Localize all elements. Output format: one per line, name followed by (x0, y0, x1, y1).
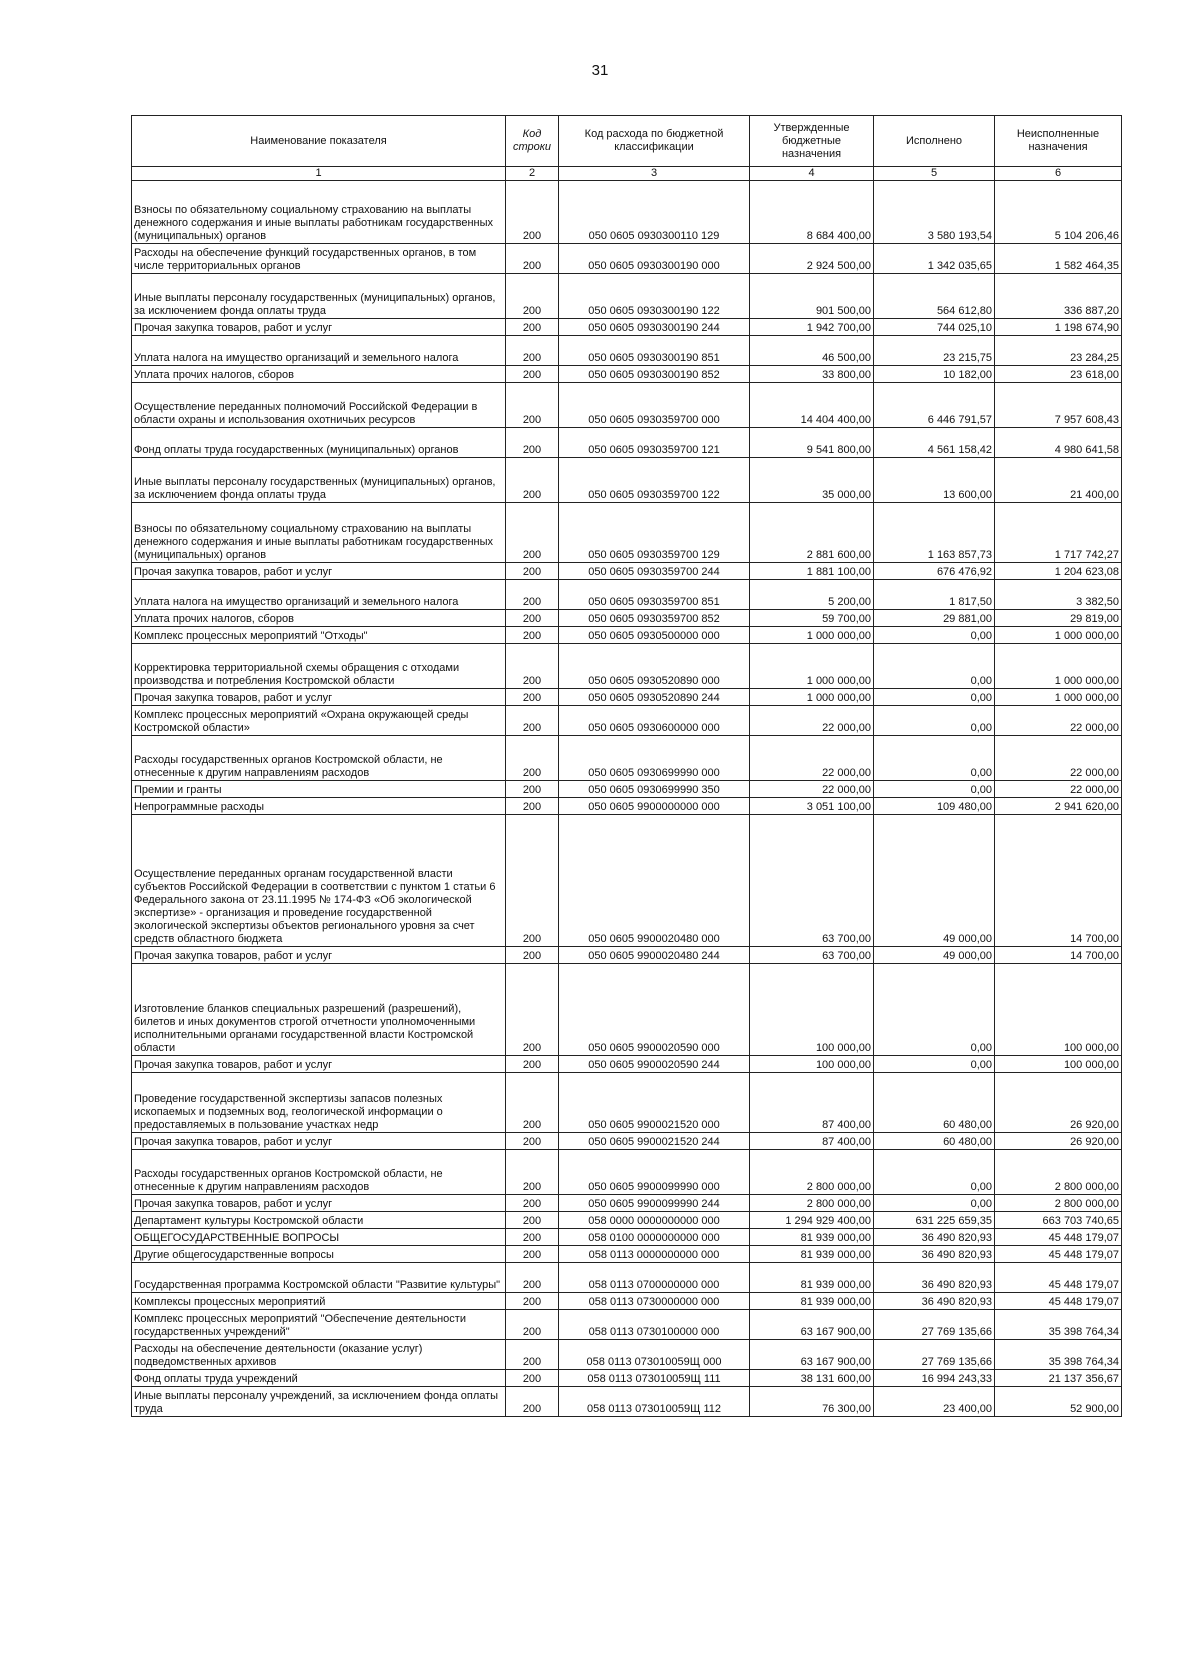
budget-code: 050 0605 0930300190 852 (559, 366, 750, 383)
unexecuted-amount: 29 819,00 (995, 610, 1122, 627)
approved-amount: 1 000 000,00 (750, 644, 874, 689)
executed-amount: 564 612,80 (874, 274, 995, 319)
row-name: Прочая закупка товаров, работ и услуг (132, 319, 506, 336)
executed-amount: 0,00 (874, 689, 995, 706)
executed-amount: 29 881,00 (874, 610, 995, 627)
column-number: 3 (559, 167, 750, 181)
table-row (132, 689, 1122, 706)
approved-amount: 1 000 000,00 (750, 627, 874, 644)
row-code: 200 (506, 798, 559, 815)
executed-amount: 1 817,50 (874, 580, 995, 610)
unexecuted-amount: 26 920,00 (995, 1133, 1122, 1150)
approved-amount: 81 939 000,00 (750, 1293, 874, 1310)
executed-amount: 0,00 (874, 964, 995, 1056)
unexecuted-amount: 1 198 674,90 (995, 319, 1122, 336)
row-name: Иные выплаты персоналу учреждений, за исключением фонда оплаты труда (132, 1387, 506, 1417)
column-number-row (132, 167, 1122, 181)
budget-code: 050 0605 9900020480 000 (559, 815, 750, 947)
budget-code: 050 0605 0930300190 122 (559, 274, 750, 319)
row-code: 200 (506, 458, 559, 503)
unexecuted-amount: 23 618,00 (995, 366, 1122, 383)
column-number: 1 (132, 167, 506, 181)
executed-amount: 36 490 820,93 (874, 1293, 995, 1310)
budget-code: 058 0000 0000000000 000 (559, 1212, 750, 1229)
row-code: 200 (506, 1150, 559, 1195)
table-row (132, 1310, 1122, 1340)
budget-code: 050 0605 0930359700 129 (559, 503, 750, 563)
budget-code: 058 0113 073010059Щ 000 (559, 1340, 750, 1370)
executed-amount: 27 769 135,66 (874, 1310, 995, 1340)
table-row (132, 563, 1122, 580)
table-row (132, 181, 1122, 244)
unexecuted-amount: 14 700,00 (995, 815, 1122, 947)
budget-report-table (131, 115, 1122, 1417)
row-code: 200 (506, 964, 559, 1056)
row-name: Проведение государственной экспертизы запасов полезных ископаемых и подземных вод, геологической информации о предоставляемых в пользование участках недр (132, 1073, 506, 1133)
executed-amount: 10 182,00 (874, 366, 995, 383)
budget-code: 050 0605 9900020590 000 (559, 964, 750, 1056)
row-name: Другие общегосударственные вопросы (132, 1246, 506, 1263)
unexecuted-amount: 35 398 764,34 (995, 1340, 1122, 1370)
table-row (132, 1293, 1122, 1310)
row-code: 200 (506, 610, 559, 627)
unexecuted-amount: 23 284,25 (995, 336, 1122, 366)
table-row (132, 736, 1122, 781)
row-name: Изготовление бланков специальных разрешений (разрешений), билетов и иных документов строгой отчетности уполномоченными исполнительными органами государственной власти Костромской области (132, 964, 506, 1056)
approved-amount: 901 500,00 (750, 274, 874, 319)
row-code: 200 (506, 1229, 559, 1246)
executed-amount: 13 600,00 (874, 458, 995, 503)
row-name: Фонд оплаты труда учреждений (132, 1370, 506, 1387)
unexecuted-amount: 21 400,00 (995, 458, 1122, 503)
row-code: 200 (506, 181, 559, 244)
row-code: 200 (506, 1263, 559, 1293)
unexecuted-amount: 100 000,00 (995, 1056, 1122, 1073)
budget-code: 050 0605 0930300110 129 (559, 181, 750, 244)
executed-amount: 49 000,00 (874, 815, 995, 947)
unexecuted-amount: 2 800 000,00 (995, 1195, 1122, 1212)
row-code: 200 (506, 336, 559, 366)
budget-code: 050 0605 0930520890 000 (559, 644, 750, 689)
budget-code: 050 0605 0930359700 851 (559, 580, 750, 610)
row-name: Расходы на обеспечение функций государственных органов, в том числе территориальных органов (132, 244, 506, 274)
budget-code: 058 0113 0000000000 000 (559, 1246, 750, 1263)
approved-amount: 100 000,00 (750, 964, 874, 1056)
row-name: Премии и гранты (132, 781, 506, 798)
executed-amount: 0,00 (874, 706, 995, 736)
unexecuted-amount: 1 204 623,08 (995, 563, 1122, 580)
table-row (132, 458, 1122, 503)
row-name: Взносы по обязательному социальному страхованию на выплаты денежного содержания и иные выплаты работникам государственных (муниципальных) органов (132, 503, 506, 563)
approved-amount: 2 924 500,00 (750, 244, 874, 274)
row-name: Взносы по обязательному социальному страхованию на выплаты денежного содержания и иные выплаты работникам государственных (муниципальных) органов (132, 181, 506, 244)
budget-code: 050 0605 9900021520 000 (559, 1073, 750, 1133)
approved-amount: 81 939 000,00 (750, 1246, 874, 1263)
executed-amount: 4 561 158,42 (874, 428, 995, 458)
approved-amount: 22 000,00 (750, 781, 874, 798)
unexecuted-amount: 5 104 206,46 (995, 181, 1122, 244)
approved-amount: 87 400,00 (750, 1073, 874, 1133)
table-row (132, 1263, 1122, 1293)
approved-amount: 3 051 100,00 (750, 798, 874, 815)
executed-amount: 27 769 135,66 (874, 1340, 995, 1370)
unexecuted-amount: 1 582 464,35 (995, 244, 1122, 274)
header-budget-code: Код расхода по бюджетной классификации (559, 116, 750, 167)
row-code: 200 (506, 580, 559, 610)
executed-amount: 0,00 (874, 1150, 995, 1195)
executed-amount: 631 225 659,35 (874, 1212, 995, 1229)
unexecuted-amount: 2 941 620,00 (995, 798, 1122, 815)
table-row (132, 366, 1122, 383)
approved-amount: 22 000,00 (750, 736, 874, 781)
table-row (132, 644, 1122, 689)
unexecuted-amount: 45 448 179,07 (995, 1246, 1122, 1263)
column-number: 4 (750, 167, 874, 181)
budget-code: 050 0605 0930359700 000 (559, 383, 750, 428)
column-number: 2 (506, 167, 559, 181)
budget-code: 050 0605 0930600000 000 (559, 706, 750, 736)
row-name: Расходы на обеспечение деятельности (оказание услуг) подведомственных архивов (132, 1340, 506, 1370)
table-row (132, 1212, 1122, 1229)
table-row (132, 244, 1122, 274)
row-code: 200 (506, 563, 559, 580)
table-row (132, 580, 1122, 610)
row-name: Иные выплаты персоналу государственных (муниципальных) органов, за исключением фонда оплаты труда (132, 274, 506, 319)
executed-amount: 1 342 035,65 (874, 244, 995, 274)
unexecuted-amount: 45 448 179,07 (995, 1263, 1122, 1293)
unexecuted-amount: 22 000,00 (995, 736, 1122, 781)
unexecuted-amount: 663 703 740,65 (995, 1212, 1122, 1229)
table-row (132, 1370, 1122, 1387)
row-name: Непрограммные расходы (132, 798, 506, 815)
budget-code: 050 0605 0930359700 852 (559, 610, 750, 627)
budget-code: 050 0605 0930300190 851 (559, 336, 750, 366)
approved-amount: 14 404 400,00 (750, 383, 874, 428)
table-row (132, 781, 1122, 798)
executed-amount: 0,00 (874, 736, 995, 781)
table-row (132, 1229, 1122, 1246)
approved-amount: 1 881 100,00 (750, 563, 874, 580)
row-name: Комплекс процессных мероприятий «Охрана окружающей среды Костромской области» (132, 706, 506, 736)
approved-amount: 63 700,00 (750, 815, 874, 947)
row-code: 200 (506, 947, 559, 964)
row-name: Расходы государственных органов Костромской области, не отнесенные к другим направлениям расходов (132, 1150, 506, 1195)
budget-code: 058 0113 0730000000 000 (559, 1293, 750, 1310)
row-name: Департамент культуры Костромской области (132, 1212, 506, 1229)
row-name: Фонд оплаты труда государственных (муниципальных) органов (132, 428, 506, 458)
unexecuted-amount: 22 000,00 (995, 781, 1122, 798)
unexecuted-amount: 14 700,00 (995, 947, 1122, 964)
page-number: 31 (591, 62, 609, 79)
executed-amount: 36 490 820,93 (874, 1229, 995, 1246)
approved-amount: 100 000,00 (750, 1056, 874, 1073)
table-row (132, 383, 1122, 428)
table-row (132, 319, 1122, 336)
executed-amount: 0,00 (874, 1056, 995, 1073)
budget-code: 050 0605 9900000000 000 (559, 798, 750, 815)
row-name: Корректировка территориальной схемы обращения с отходами производства и потребления Костромской области (132, 644, 506, 689)
table-row (132, 1195, 1122, 1212)
budget-code: 058 0113 073010059Щ 111 (559, 1370, 750, 1387)
executed-amount: 0,00 (874, 627, 995, 644)
unexecuted-amount: 35 398 764,34 (995, 1310, 1122, 1340)
executed-amount: 6 446 791,57 (874, 383, 995, 428)
unexecuted-amount: 52 900,00 (995, 1387, 1122, 1417)
approved-amount: 81 939 000,00 (750, 1229, 874, 1246)
executed-amount: 744 025,10 (874, 319, 995, 336)
row-name: Уплата налога на имущество организаций и земельного налога (132, 580, 506, 610)
row-code: 200 (506, 1293, 559, 1310)
row-code: 200 (506, 1340, 559, 1370)
row-code: 200 (506, 274, 559, 319)
approved-amount: 9 541 800,00 (750, 428, 874, 458)
approved-amount: 46 500,00 (750, 336, 874, 366)
row-code: 200 (506, 815, 559, 947)
row-code: 200 (506, 1133, 559, 1150)
column-number: 5 (874, 167, 995, 181)
header-name: Наименование показателя (132, 116, 506, 167)
approved-amount: 1 000 000,00 (750, 689, 874, 706)
header-executed: Исполнено (874, 116, 995, 167)
budget-code: 050 0605 0930520890 244 (559, 689, 750, 706)
budget-code: 050 0605 9900099990 244 (559, 1195, 750, 1212)
row-code: 200 (506, 503, 559, 563)
approved-amount: 81 939 000,00 (750, 1263, 874, 1293)
table-row (132, 1056, 1122, 1073)
unexecuted-amount: 4 980 641,58 (995, 428, 1122, 458)
approved-amount: 2 800 000,00 (750, 1150, 874, 1195)
approved-amount: 8 684 400,00 (750, 181, 874, 244)
executed-amount: 1 163 857,73 (874, 503, 995, 563)
row-code: 200 (506, 627, 559, 644)
approved-amount: 87 400,00 (750, 1133, 874, 1150)
budget-code: 050 0605 9900020590 244 (559, 1056, 750, 1073)
table-row (132, 1073, 1122, 1133)
table-row (132, 1133, 1122, 1150)
row-name: Расходы государственных органов Костромской области, не отнесенные к другим направлениям расходов (132, 736, 506, 781)
row-name: ОБЩЕГОСУДАРСТВЕННЫЕ ВОПРОСЫ (132, 1229, 506, 1246)
budget-code: 050 0605 0930699990 000 (559, 736, 750, 781)
approved-amount: 63 167 900,00 (750, 1340, 874, 1370)
row-code: 200 (506, 1246, 559, 1263)
row-code: 200 (506, 1370, 559, 1387)
table-row (132, 947, 1122, 964)
approved-amount: 1 942 700,00 (750, 319, 874, 336)
row-name: Уплата прочих налогов, сборов (132, 366, 506, 383)
row-code: 200 (506, 644, 559, 689)
budget-code: 050 0605 9900099990 000 (559, 1150, 750, 1195)
approved-amount: 35 000,00 (750, 458, 874, 503)
executed-amount: 16 994 243,33 (874, 1370, 995, 1387)
unexecuted-amount: 45 448 179,07 (995, 1229, 1122, 1246)
budget-code: 058 0113 0700000000 000 (559, 1263, 750, 1293)
header-row-code: Код строки (506, 116, 559, 167)
row-code: 200 (506, 706, 559, 736)
executed-amount: 36 490 820,93 (874, 1263, 995, 1293)
row-code: 200 (506, 244, 559, 274)
row-code: 200 (506, 1212, 559, 1229)
budget-code: 050 0605 9900020480 244 (559, 947, 750, 964)
executed-amount: 36 490 820,93 (874, 1246, 995, 1263)
executed-amount: 0,00 (874, 644, 995, 689)
unexecuted-amount: 336 887,20 (995, 274, 1122, 319)
row-code: 200 (506, 1073, 559, 1133)
table-row (132, 815, 1122, 947)
table-row (132, 964, 1122, 1056)
row-code: 200 (506, 736, 559, 781)
executed-amount: 0,00 (874, 1195, 995, 1212)
header-unexecuted: Неисполненные назначения (995, 116, 1122, 167)
unexecuted-amount: 1 000 000,00 (995, 689, 1122, 706)
budget-code: 050 0605 0930699990 350 (559, 781, 750, 798)
table-row (132, 627, 1122, 644)
executed-amount: 109 480,00 (874, 798, 995, 815)
table-row (132, 1150, 1122, 1195)
unexecuted-amount: 1 717 742,27 (995, 503, 1122, 563)
header-approved: Утвержденные бюджетные назначения (750, 116, 874, 167)
approved-amount: 63 167 900,00 (750, 1310, 874, 1340)
row-name: Прочая закупка товаров, работ и услуг (132, 563, 506, 580)
column-number: 6 (995, 167, 1122, 181)
budget-code: 058 0100 0000000000 000 (559, 1229, 750, 1246)
unexecuted-amount: 7 957 608,43 (995, 383, 1122, 428)
row-code: 200 (506, 428, 559, 458)
unexecuted-amount: 26 920,00 (995, 1073, 1122, 1133)
row-name: Государственная программа Костромской области "Развитие культуры" (132, 1263, 506, 1293)
row-code: 200 (506, 781, 559, 798)
row-name: Комплекс процессных мероприятий "Отходы" (132, 627, 506, 644)
row-name: Осуществление переданных органам государственной власти субъектов Российской Федерации в соответствии с пунктом 1 статьи 6 Федерального закона от 23.11.1995 № 174-ФЗ «Об экологической экспертизе» - организация и проведение государственной экологической экспертизы объектов регионального уровня за счет средств областного бюджета (132, 815, 506, 947)
row-name: Иные выплаты персоналу государственных (муниципальных) органов, за исключением фонда оплаты труда (132, 458, 506, 503)
unexecuted-amount: 2 800 000,00 (995, 1150, 1122, 1195)
executed-amount: 23 215,75 (874, 336, 995, 366)
executed-amount: 0,00 (874, 781, 995, 798)
row-name: Уплата налога на имущество организаций и земельного налога (132, 336, 506, 366)
budget-code: 058 0113 073010059Щ 112 (559, 1387, 750, 1417)
table-row (132, 274, 1122, 319)
executed-amount: 676 476,92 (874, 563, 995, 580)
row-name: Уплата прочих налогов, сборов (132, 610, 506, 627)
budget-code: 058 0113 0730100000 000 (559, 1310, 750, 1340)
executed-amount: 60 480,00 (874, 1133, 995, 1150)
executed-amount: 3 580 193,54 (874, 181, 995, 244)
approved-amount: 2 881 600,00 (750, 503, 874, 563)
approved-amount: 38 131 600,00 (750, 1370, 874, 1387)
unexecuted-amount: 100 000,00 (995, 964, 1122, 1056)
row-code: 200 (506, 366, 559, 383)
table-row (132, 1340, 1122, 1370)
executed-amount: 23 400,00 (874, 1387, 995, 1417)
budget-code: 050 0605 0930300190 000 (559, 244, 750, 274)
row-name: Прочая закупка товаров, работ и услуг (132, 947, 506, 964)
table-row (132, 336, 1122, 366)
row-code: 200 (506, 689, 559, 706)
unexecuted-amount: 22 000,00 (995, 706, 1122, 736)
executed-amount: 60 480,00 (874, 1073, 995, 1133)
row-name: Осуществление переданных полномочий Российской Федерации в области охраны и использования охотничьих ресурсов (132, 383, 506, 428)
budget-code: 050 0605 9900021520 244 (559, 1133, 750, 1150)
budget-code: 050 0605 0930300190 244 (559, 319, 750, 336)
row-name: Прочая закупка товаров, работ и услуг (132, 1195, 506, 1212)
table-row (132, 610, 1122, 627)
budget-code: 050 0605 0930500000 000 (559, 627, 750, 644)
budget-code: 050 0605 0930359700 121 (559, 428, 750, 458)
budget-code: 050 0605 0930359700 244 (559, 563, 750, 580)
table-row (132, 428, 1122, 458)
table-row (132, 1246, 1122, 1263)
unexecuted-amount: 3 382,50 (995, 580, 1122, 610)
row-code: 200 (506, 383, 559, 428)
row-name: Комплексы процессных мероприятий (132, 1293, 506, 1310)
row-name: Комплекс процессных мероприятий "Обеспечение деятельности государственных учреждений" (132, 1310, 506, 1340)
unexecuted-amount: 1 000 000,00 (995, 627, 1122, 644)
row-code: 200 (506, 1310, 559, 1340)
header-row (132, 116, 1122, 167)
approved-amount: 33 800,00 (750, 366, 874, 383)
row-name: Прочая закупка товаров, работ и услуг (132, 1133, 506, 1150)
unexecuted-amount: 45 448 179,07 (995, 1293, 1122, 1310)
unexecuted-amount: 21 137 356,67 (995, 1370, 1122, 1387)
approved-amount: 22 000,00 (750, 706, 874, 736)
budget-code: 050 0605 0930359700 122 (559, 458, 750, 503)
table-row (132, 706, 1122, 736)
table-row (132, 798, 1122, 815)
unexecuted-amount: 1 000 000,00 (995, 644, 1122, 689)
approved-amount: 76 300,00 (750, 1387, 874, 1417)
approved-amount: 2 800 000,00 (750, 1195, 874, 1212)
table-row (132, 1387, 1122, 1417)
row-code: 200 (506, 1387, 559, 1417)
row-code: 200 (506, 1195, 559, 1212)
approved-amount: 1 294 929 400,00 (750, 1212, 874, 1229)
row-name: Прочая закупка товаров, работ и услуг (132, 689, 506, 706)
approved-amount: 5 200,00 (750, 580, 874, 610)
approved-amount: 63 700,00 (750, 947, 874, 964)
approved-amount: 59 700,00 (750, 610, 874, 627)
executed-amount: 49 000,00 (874, 947, 995, 964)
table-row (132, 503, 1122, 563)
table-body (132, 181, 1122, 1417)
row-name: Прочая закупка товаров, работ и услуг (132, 1056, 506, 1073)
row-code: 200 (506, 319, 559, 336)
row-code: 200 (506, 1056, 559, 1073)
